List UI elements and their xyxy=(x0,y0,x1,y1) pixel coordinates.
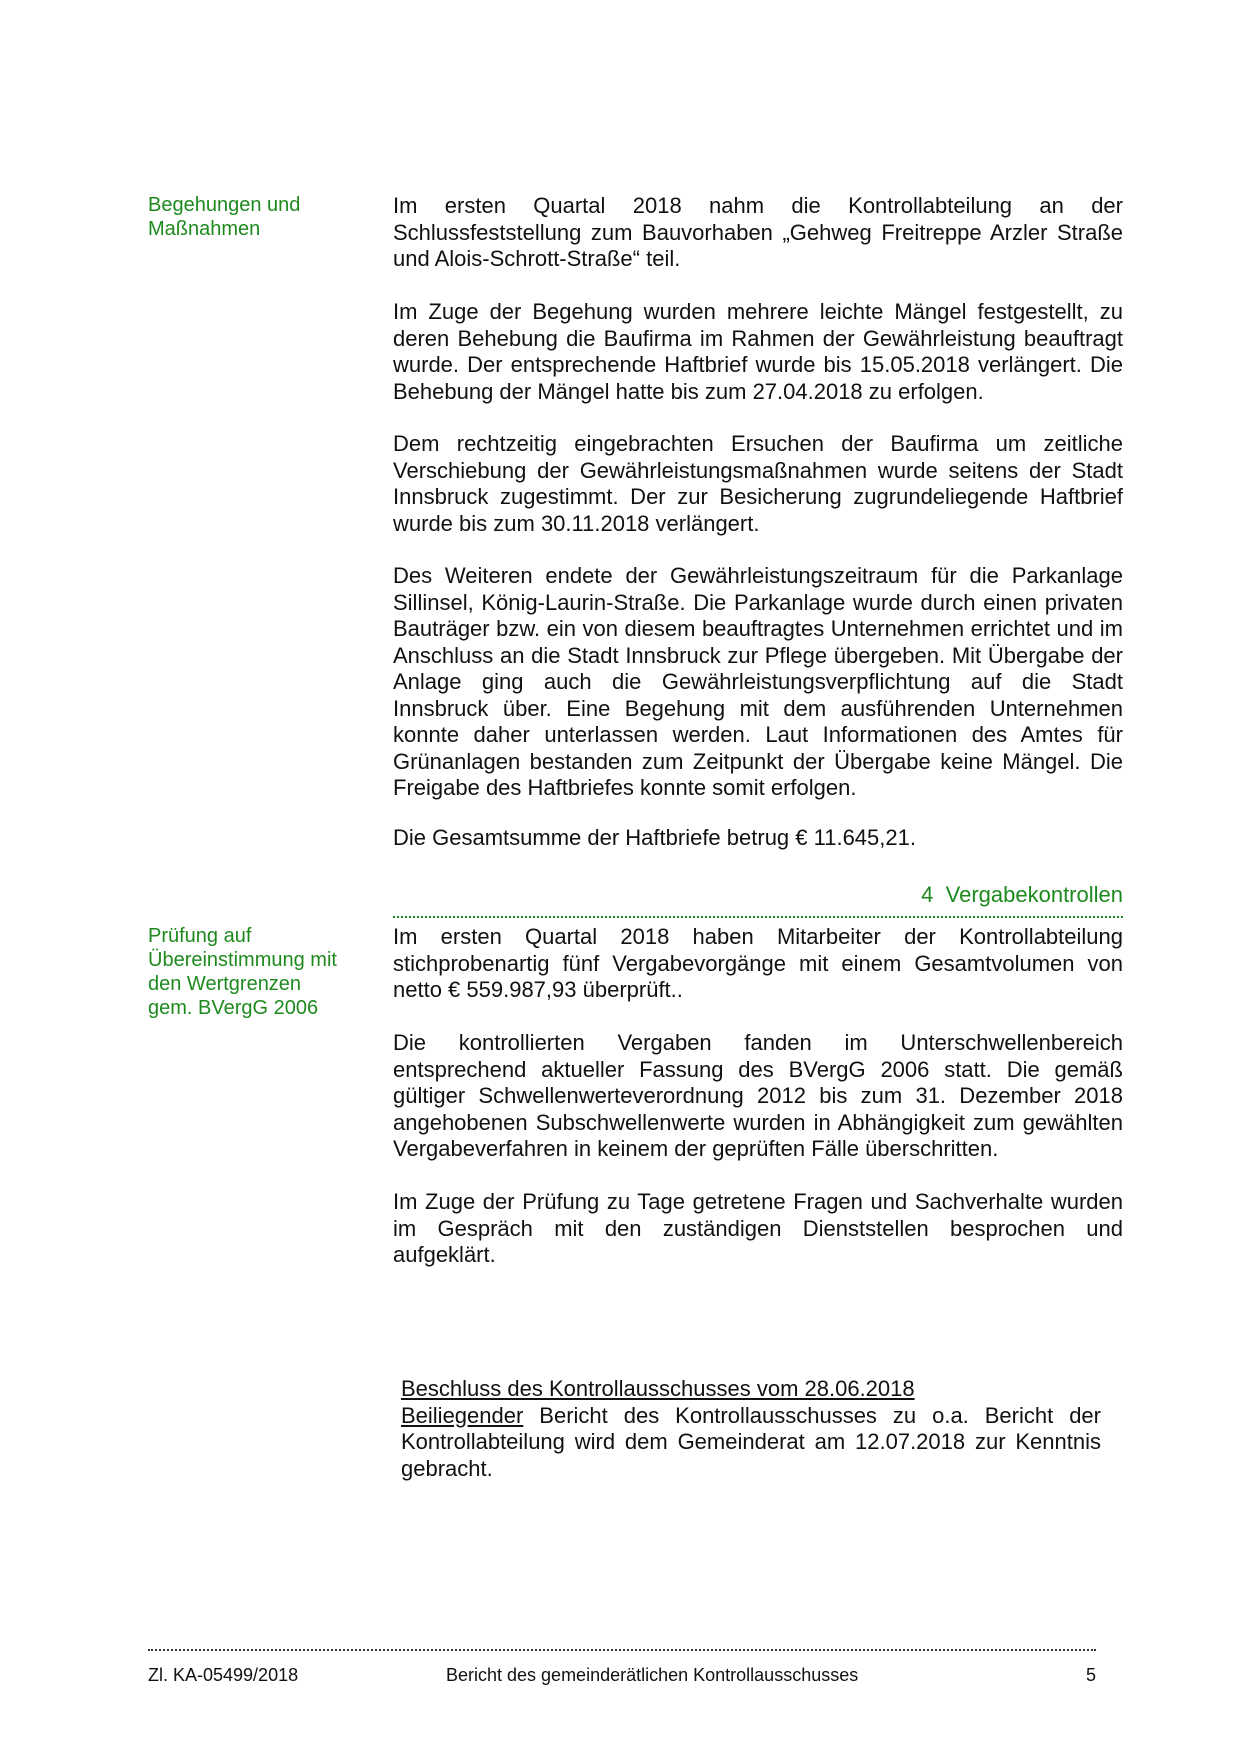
footer-reference: Zl. KA-05499/2018 xyxy=(148,1665,299,1685)
margin-note-inspections xyxy=(148,193,363,241)
margin-note-line: Prüfung auf xyxy=(148,925,252,947)
margin-note-line: gem. BVergG 2006 xyxy=(148,997,319,1019)
footer-title: Bericht des gemeinderätlichen Kontrollausschusses xyxy=(446,1665,859,1685)
paragraph-sample-check: Im ersten Quartal 2018 haben Mitarbeiter der Kontrollabteilung stichprobenartig fünf Vergabevorgänge mit einem Gesamtvolumen von netto € 559.987,93 überprüft.. xyxy=(393,924,1123,1002)
margin-note-line: den Wertgrenzen xyxy=(148,973,302,995)
paragraph-postponement: Dem rechtzeitig eingebrachten Ersuchen der Baufirma um zeitliche Verschiebung der Gewährleistungsmaßnahmen wurde seitens der Stadt Innsbruck zugestimmt. Der zur Besicherung zugrundeliegende Haftbrief wurde bis zum 30.11.2018 verlängert. xyxy=(393,431,1123,536)
resolution-block xyxy=(401,1376,1101,1482)
resolution-heading: Beschluss des Kontrollausschusses vom 28.06.2018 xyxy=(401,1376,915,1401)
section-title: Vergabekontrollen xyxy=(945,882,1123,907)
paragraph-clarified: Im Zuge der Prüfung zu Tage getretene Fragen und Sachverhalte wurden im Gespräch mit den zuständigen Dienststellen besprochen und aufgeklärt. xyxy=(393,1189,1123,1267)
resolution-lead-word: Beiliegender xyxy=(401,1402,524,1428)
section-heading xyxy=(393,882,1123,918)
margin-note-thresholds xyxy=(148,924,363,1020)
margin-note-line: Begehungen und xyxy=(148,194,301,216)
margin-note-line: Übereinstimmung mit xyxy=(148,949,337,971)
paragraph-park-warranty: Des Weiteren endete der Gewährleistungszeitraum für die Parkanlage Sillinsel, König-Laurin-Straße. Die Parkanlage wurde durch einen privaten Bauträger bzw. ein von diesem beauftragtes Unternehmen errichtet und im Anschluss an die Stadt Innsbruck zur Pflege übergeben. Mit Übergabe der Anlage ging auch die Gewährleistungsverpflichtung auf die Stadt Innsbruck über. Eine Begehung mit dem ausführenden Unternehmen konnte daher unterlassen werden. Laut Informationen des Amtes für Grünanlagen bestanden zum Zeitpunkt der Übergabe keine Mängel. Die Freigabe des Haftbriefes konnte somit erfolgen. xyxy=(393,563,1123,800)
footer-divider xyxy=(148,1649,1096,1651)
paragraph-total-sum: Die Gesamtsumme der Haftbriefe betrug € 11.645,21. xyxy=(393,825,916,850)
paragraph-final-inspection: Im ersten Quartal 2018 nahm die Kontrollabteilung an der Schlussfeststellung zum Bauvorhaben „Gehweg Freitreppe Arzler Straße und Alois-Schrott-Straße“ teil. xyxy=(393,193,1123,271)
paragraph-defects: Im Zuge der Begehung wurden mehrere leichte Mängel festgestellt, zu deren Behebung die Baufirma im Rahmen der Gewährleistung beauftragt wurde. Der entsprechende Haftbrief wurde bis 15.05.2018 verlängert. Die Behebung der Mängel hatte bis zum 27.04.2018 zu erfolgen. xyxy=(393,299,1123,404)
footer-page-number: 5 xyxy=(1085,1665,1096,1685)
paragraph-subthreshold: Die kontrollierten Vergaben fanden im Unterschwellenbereich entsprechend aktueller Fassung des BVergG 2006 statt. Die gemäß gültiger Schwellenwerteverordnung 2012 bis zum 31. Dezember 2018 angehobenen Subschwellenwerte wurden in Abhängigkeit zum gewählten Vergabeverfahren in keinem der geprüften Fälle überschritten. xyxy=(393,1030,1123,1161)
margin-note-line: Maßnahmen xyxy=(148,218,261,240)
section-number: 4 xyxy=(921,882,934,907)
resolution-text xyxy=(401,1403,1101,1483)
resolution-body: Bericht des Kontrollausschusses zu o.a. Bericht der Kontrollabteilung wird dem Gemeinderat am 12.07.2018 zur Kenntnis gebracht. xyxy=(401,1402,1101,1481)
